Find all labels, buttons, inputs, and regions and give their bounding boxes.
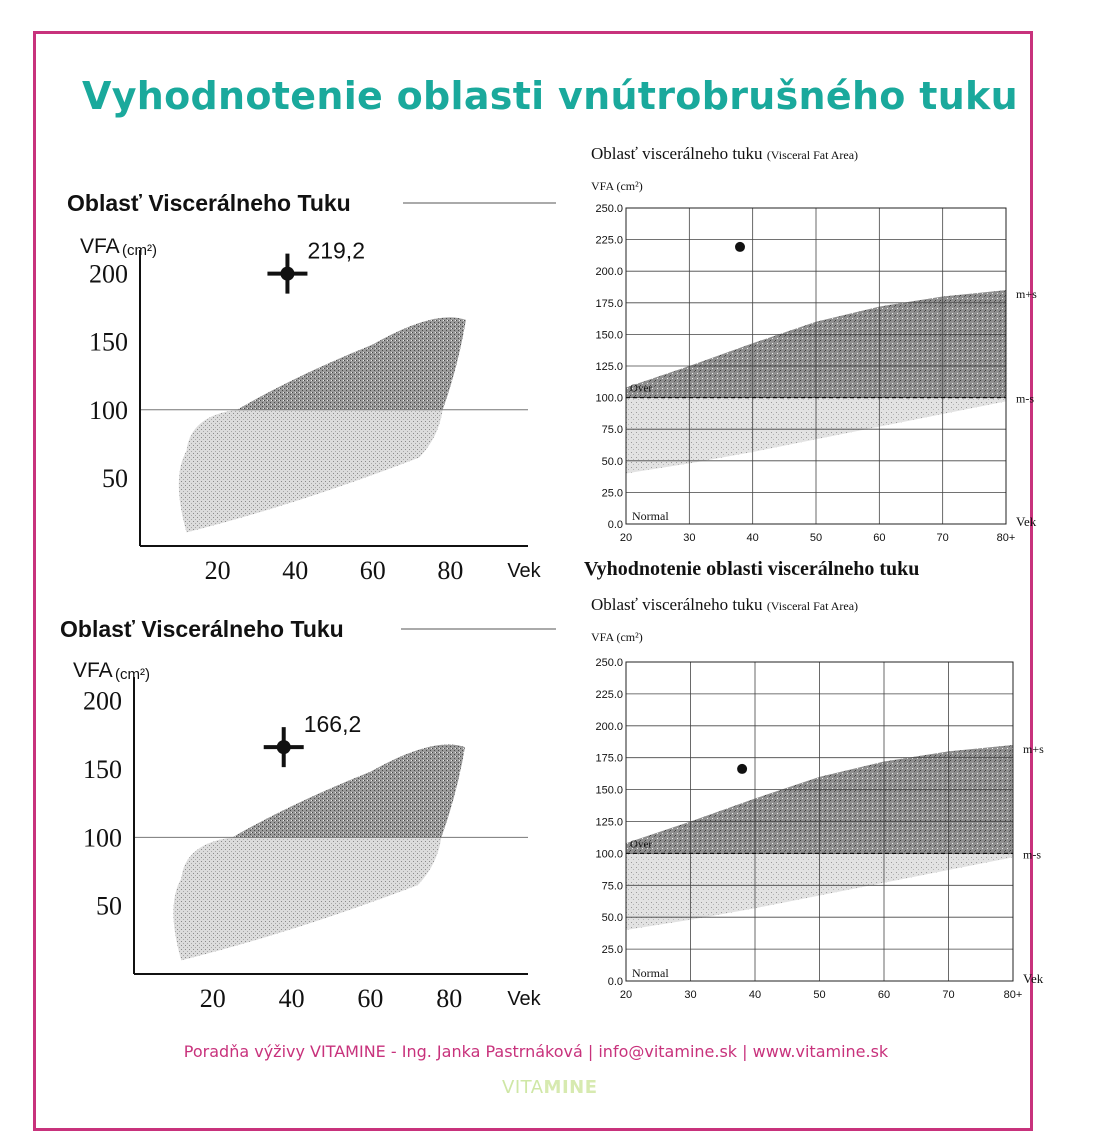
y-axis-label: VFA (cm²) bbox=[591, 179, 643, 193]
y-tick-label: 50 bbox=[102, 463, 128, 493]
chart-title: Oblasť Viscerálneho Tuku bbox=[67, 190, 351, 216]
data-point-label: 219,2 bbox=[307, 237, 366, 264]
y-tick-label: 100 bbox=[89, 395, 128, 425]
band-normal bbox=[179, 410, 443, 533]
y-tick-label: 175.0 bbox=[595, 297, 623, 310]
x-axis-label: Vek bbox=[507, 560, 541, 582]
y-tick-label: 75.0 bbox=[601, 880, 623, 893]
x-tick-label: 50 bbox=[809, 532, 823, 544]
x-tick-label: 50 bbox=[813, 989, 826, 1001]
over-label: Over bbox=[630, 382, 652, 395]
upper-curve-label: m+s bbox=[1023, 741, 1044, 756]
data-point bbox=[277, 740, 291, 754]
y-tick-label: 200.0 bbox=[595, 720, 623, 733]
y-tick-label: 75.0 bbox=[601, 424, 623, 437]
y-tick-label: 150 bbox=[89, 327, 128, 357]
normal-label: Normal bbox=[632, 966, 669, 980]
y-tick-label: 100.0 bbox=[595, 392, 623, 405]
chart-title-main: Oblasť viscerálneho tuku bbox=[591, 144, 767, 163]
y-axis-unit: (cm²) bbox=[115, 666, 150, 683]
brand-logo bbox=[502, 1077, 598, 1098]
lower-curve-label: m-s bbox=[1023, 847, 1041, 862]
chart-title: Oblasť Viscerálneho Tuku bbox=[60, 616, 344, 642]
y-tick-label: 25.0 bbox=[601, 487, 623, 500]
left-bottom-chart bbox=[60, 616, 556, 1013]
y-axis-label: VFA (cm²) bbox=[591, 630, 643, 644]
x-tick-label: 40 bbox=[748, 989, 762, 1001]
data-point bbox=[280, 267, 294, 281]
y-tick-label: 225.0 bbox=[595, 688, 623, 701]
x-tick-label: 20 bbox=[204, 556, 231, 585]
x-tick-label: 30 bbox=[683, 532, 696, 544]
chart-title-sub: (Visceral Fat Area) bbox=[766, 148, 859, 162]
y-tick-label: 125.0 bbox=[595, 361, 623, 373]
right-top-chart bbox=[591, 144, 1037, 544]
y-tick-label: 50 bbox=[96, 891, 122, 921]
x-tick-label: 60 bbox=[359, 556, 386, 585]
y-tick-label: 175.0 bbox=[595, 752, 623, 765]
x-tick-label: 40 bbox=[282, 556, 309, 585]
x-tick-label: 20 bbox=[619, 532, 633, 544]
y-tick-label: 50.0 bbox=[601, 455, 623, 468]
chart-title bbox=[591, 144, 858, 163]
brand-part-b: MINE bbox=[543, 1077, 598, 1098]
x-tick-label: 60 bbox=[357, 984, 384, 1013]
y-tick-label: 200 bbox=[89, 259, 128, 289]
y-tick-label: 0.0 bbox=[607, 976, 623, 988]
y-tick-label: 200.0 bbox=[595, 266, 623, 279]
over-label: Over bbox=[630, 838, 652, 851]
y-tick-label: 25.0 bbox=[601, 944, 623, 957]
y-axis-label: VFA bbox=[73, 659, 113, 682]
x-tick-label: 80+ bbox=[996, 532, 1016, 544]
x-tick-label: 80 bbox=[436, 984, 463, 1013]
left-top-chart bbox=[67, 190, 556, 585]
y-tick-label: 100.0 bbox=[595, 848, 623, 861]
y-axis-label: VFA bbox=[80, 235, 120, 258]
x-axis-label: Vek bbox=[507, 988, 541, 1010]
x-tick-label: 20 bbox=[619, 989, 633, 1001]
data-point bbox=[737, 764, 747, 774]
y-tick-label: 150.0 bbox=[595, 784, 623, 797]
data-point bbox=[735, 242, 745, 252]
chart-title bbox=[591, 595, 858, 614]
band-over bbox=[237, 317, 466, 409]
lower-curve-label: m-s bbox=[1016, 391, 1034, 406]
y-tick-label: 150.0 bbox=[595, 329, 623, 342]
page-title: Vyhodnotenie oblasti vnútrobrušného tuku bbox=[82, 74, 1018, 118]
band-normal bbox=[173, 837, 441, 960]
x-tick-label: 70 bbox=[936, 532, 949, 544]
y-tick-label: 50.0 bbox=[601, 912, 623, 925]
brand-part-a: VITA bbox=[502, 1077, 544, 1098]
y-tick-label: 0.0 bbox=[607, 519, 623, 531]
chart-title-sub: (Visceral Fat Area) bbox=[766, 599, 859, 613]
y-tick-label: 125.0 bbox=[595, 816, 623, 829]
data-point-label: 166,2 bbox=[303, 711, 362, 738]
normal-label: Normal bbox=[632, 509, 669, 523]
y-tick-label: 250.0 bbox=[595, 203, 623, 215]
x-tick-label: 70 bbox=[942, 989, 955, 1001]
y-tick-label: 250.0 bbox=[595, 657, 623, 669]
footer-contact: Poradňa výživy VITAMINE - Ing. Janka Pastrnáková | info@vitamine.sk | www.vitamine.sk bbox=[183, 1042, 889, 1061]
y-tick-label: 100 bbox=[83, 823, 122, 853]
x-tick-label: 40 bbox=[746, 532, 759, 544]
x-tick-label: 30 bbox=[684, 989, 697, 1001]
x-tick-label: 80+ bbox=[1003, 989, 1023, 1001]
y-tick-label: 200 bbox=[83, 686, 122, 716]
x-tick-label: 40 bbox=[278, 984, 305, 1013]
x-tick-label: 60 bbox=[873, 532, 886, 544]
x-axis-label: Vek bbox=[1016, 514, 1037, 529]
upper-curve-label: m+s bbox=[1016, 287, 1037, 302]
x-axis-label: Vek bbox=[1023, 971, 1044, 986]
y-tick-label: 225.0 bbox=[595, 234, 623, 247]
chart-title-main: Oblasť viscerálneho tuku bbox=[591, 595, 767, 614]
section-title: Vyhodnotenie oblasti viscerálneho tuku bbox=[584, 558, 920, 580]
y-tick-label: 150 bbox=[83, 755, 122, 784]
y-axis-unit: (cm²) bbox=[122, 242, 157, 259]
band-over bbox=[233, 745, 465, 838]
x-tick-label: 80 bbox=[437, 556, 464, 585]
right-bottom-chart bbox=[584, 558, 1044, 1001]
x-tick-label: 60 bbox=[877, 989, 891, 1001]
x-tick-label: 20 bbox=[199, 984, 226, 1013]
